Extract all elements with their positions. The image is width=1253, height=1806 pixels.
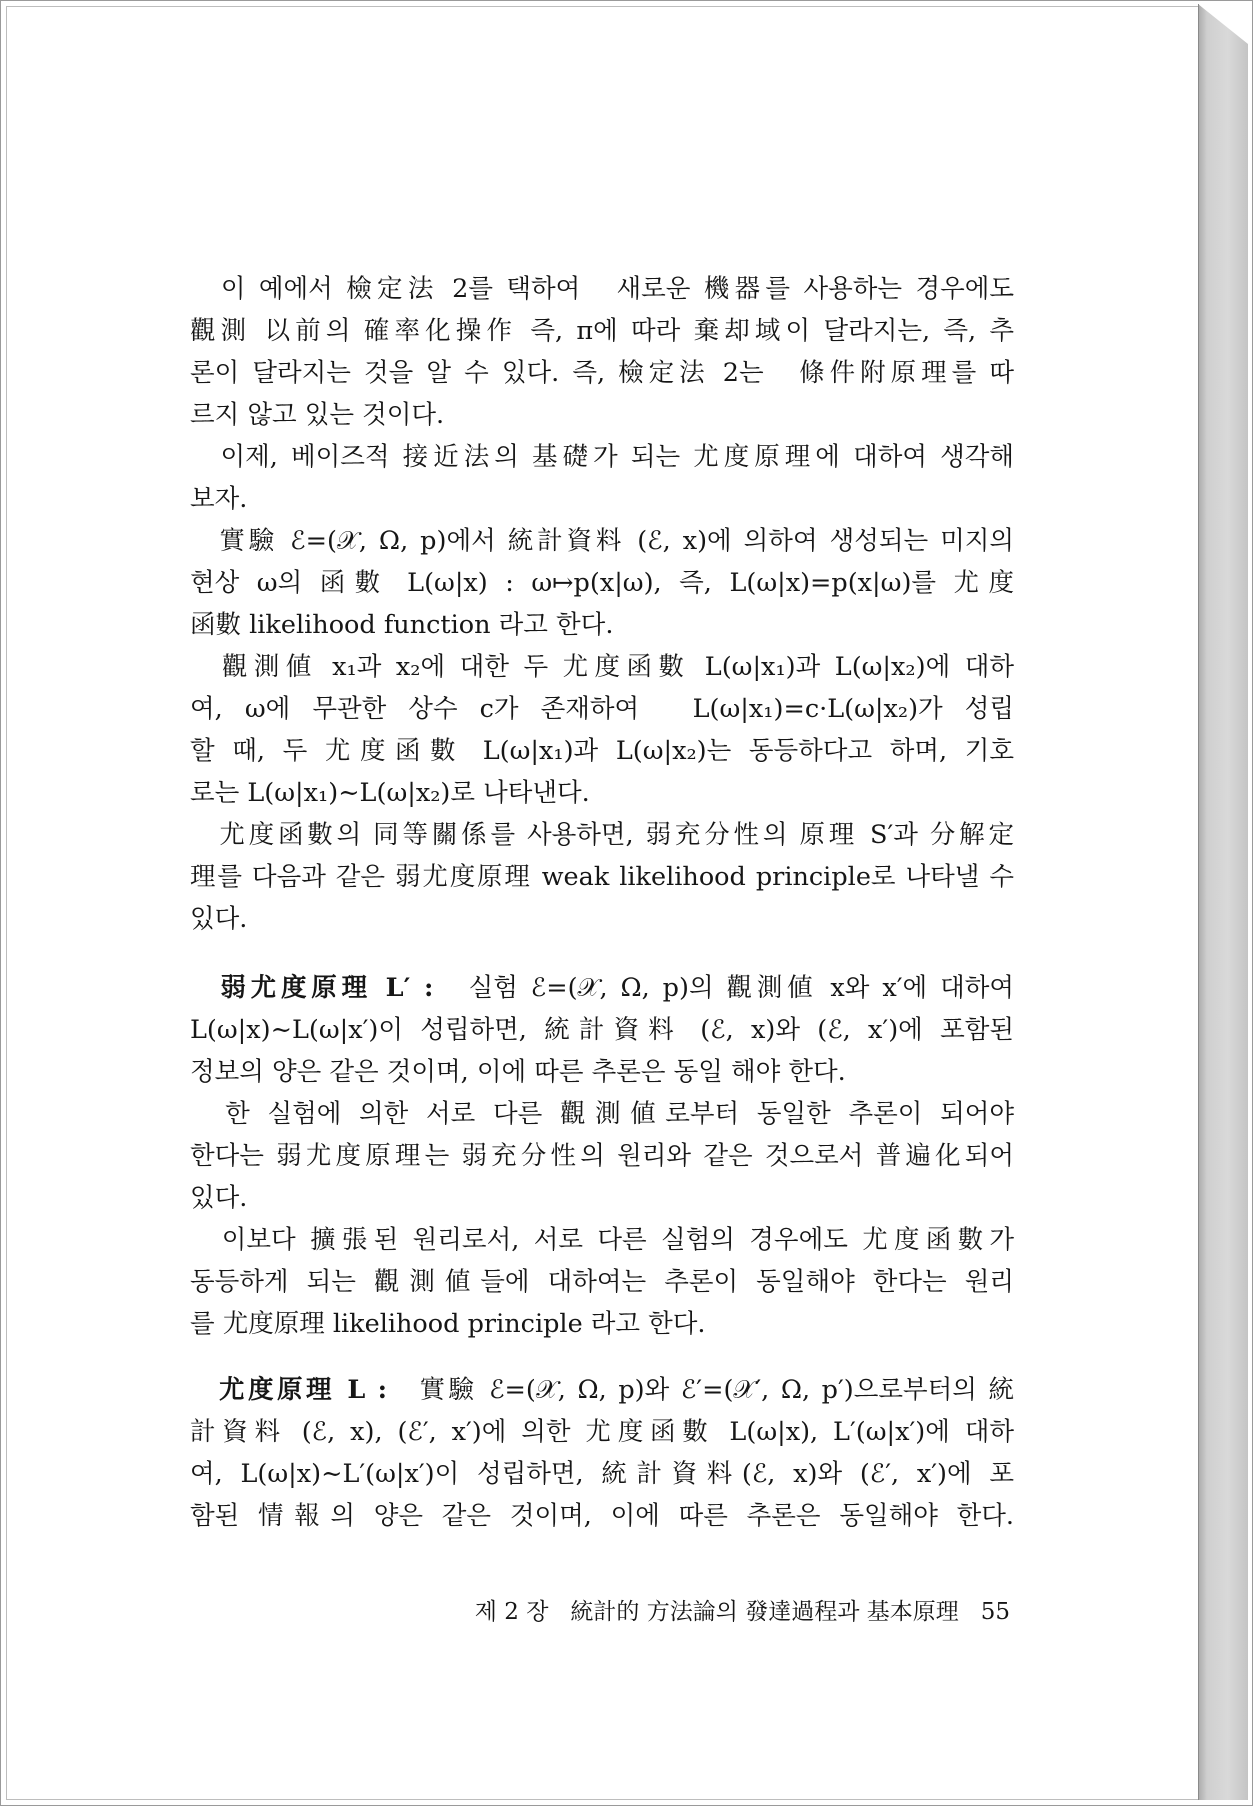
text-line: 여, ω에 무관한 상수 c가 존재하여 L(ω|x₁)=c·L(ω|x₂)가 성립 xyxy=(190,694,1014,724)
definition-text: 實驗 ℰ=(𝒳, Ω, p)와 ℰ′=(𝒳′, Ω, p′)으로부터의 統 xyxy=(387,1375,1014,1405)
text-line: L(ω|x)∼L(ω|x′)이 성립하면, 統計資料 (ℰ, x)와 (ℰ, x′)에 포함된 xyxy=(190,1015,1014,1045)
text-line: 를 尤度原理 likelihood principle 라고 한다. xyxy=(190,1309,706,1339)
paragraph-equivalence xyxy=(190,646,1014,814)
text-line: 函數 likelihood function 라고 한다. xyxy=(190,610,614,640)
chapter-label: 제 2 장 xyxy=(474,1599,549,1625)
page-edge-line xyxy=(1198,4,1199,1800)
definition-weak-likelihood-principle xyxy=(190,967,1014,1093)
text-line: 한 실험에 의한 서로 다른 觀測値로부터 동일한 추론이 되어야 xyxy=(190,1099,1014,1129)
text-line: 론이 달라지는 것을 알 수 있다. 즉, 檢定法 2는 條件附原理를 따 xyxy=(190,358,1014,388)
text-line: 觀測値 x₁과 x₂에 대한 두 尤度函數 L(ω|x₁)과 L(ω|x₂)에 대하 xyxy=(190,652,1014,682)
page-stack-edge xyxy=(1198,4,1248,1800)
text-line: 觀測 以前의 確率化操作 즉, π에 따라 棄却域이 달라지는, 즉, 추 xyxy=(190,316,1014,346)
text-line: 計資料 (ℰ, x), (ℰ′, x′)에 의한 尤度函數 L(ω|x), L′(ω|x′)에 대하 xyxy=(190,1417,1014,1447)
paragraph-test-method xyxy=(190,268,1014,436)
text-line xyxy=(190,967,1014,1009)
text-line: 함된 情報의 양은 같은 것이며, 이에 따른 추론은 동일해야 한다. xyxy=(190,1501,1014,1531)
text-line: 이제, 베이즈적 接近法의 基礎가 되는 尤度原理에 대하여 생각해 xyxy=(190,442,1014,472)
definition-likelihood-principle xyxy=(190,1369,1014,1537)
paragraph-bayesian-intro xyxy=(190,436,1014,520)
text-line: 있다. xyxy=(190,1183,248,1213)
body-text xyxy=(190,268,1014,1537)
paragraph-extended-principle xyxy=(190,1219,1014,1345)
definition-term: 弱尤度原理 L′ : xyxy=(190,973,434,1003)
text-line: 理를 다음과 같은 弱尤度原理 weak likelihood principle로 나타낼 수 xyxy=(190,862,1014,892)
definition-text: 실험 ℰ=(𝒳, Ω, p)의 觀測値 x와 x′에 대하여 xyxy=(433,973,1015,1003)
text-line: 현상 ω의 函數 L(ω|x) : ω↦p(x|ω), 즉, L(ω|x)=p(x|ω)를 尤度 xyxy=(190,568,1014,598)
text-line: 한다는 弱尤度原理는 弱充分性의 원리와 같은 것으로서 普遍化되어 xyxy=(190,1141,1014,1171)
text-line: 있다. xyxy=(190,904,248,934)
text-line: 르지 않고 있는 것이다. xyxy=(190,400,445,430)
spacer xyxy=(190,940,1014,967)
text-line: 여, L(ω|x)∼L′(ω|x′)이 성립하면, 統計資料(ℰ, x)와 (ℰ′, x′)에 포 xyxy=(190,1459,1014,1489)
text-line: 정보의 양은 같은 것이며, 이에 따른 추론은 동일 해야 한다. xyxy=(190,1057,846,1087)
chapter-title: 統計的 方法論의 發達過程과 基本原理 xyxy=(570,1599,959,1625)
text-line: 보자. xyxy=(190,484,248,514)
text-line xyxy=(190,1369,1014,1411)
text-line: 實驗 ℰ=(𝒳, Ω, p)에서 統計資料 (ℰ, x)에 의하여 생성되는 미지의 xyxy=(190,526,1014,556)
spacer xyxy=(190,1345,1014,1369)
paragraph-generalization xyxy=(190,1093,1014,1219)
page-number: 55 xyxy=(980,1599,1010,1625)
paragraph-likelihood-function xyxy=(190,520,1014,646)
running-footer xyxy=(445,1597,1010,1627)
text-line: 동등하게 되는 觀測値들에 대하여는 추론이 동일해야 한다는 원리 xyxy=(190,1267,1014,1297)
text-line: 이보다 擴張된 원리로서, 서로 다른 실험의 경우에도 尤度函數가 xyxy=(190,1225,1014,1255)
text-line: 尤度函數의 同等關係를 사용하면, 弱充分性의 原理 S′과 分解定 xyxy=(190,820,1014,850)
paragraph-weak-sufficiency xyxy=(190,814,1014,940)
definition-term: 尤度原理 L : xyxy=(190,1375,388,1405)
text-line: 할 때, 두 尤度函數 L(ω|x₁)과 L(ω|x₂)는 동등하다고 하며, 기호 xyxy=(190,736,1014,766)
text-line: 로는 L(ω|x₁)∼L(ω|x₂)로 나타낸다. xyxy=(190,778,590,808)
text-line: 이 예에서 檢定法 2를 택하여 새로운 機器를 사용하는 경우에도 xyxy=(190,274,1014,304)
